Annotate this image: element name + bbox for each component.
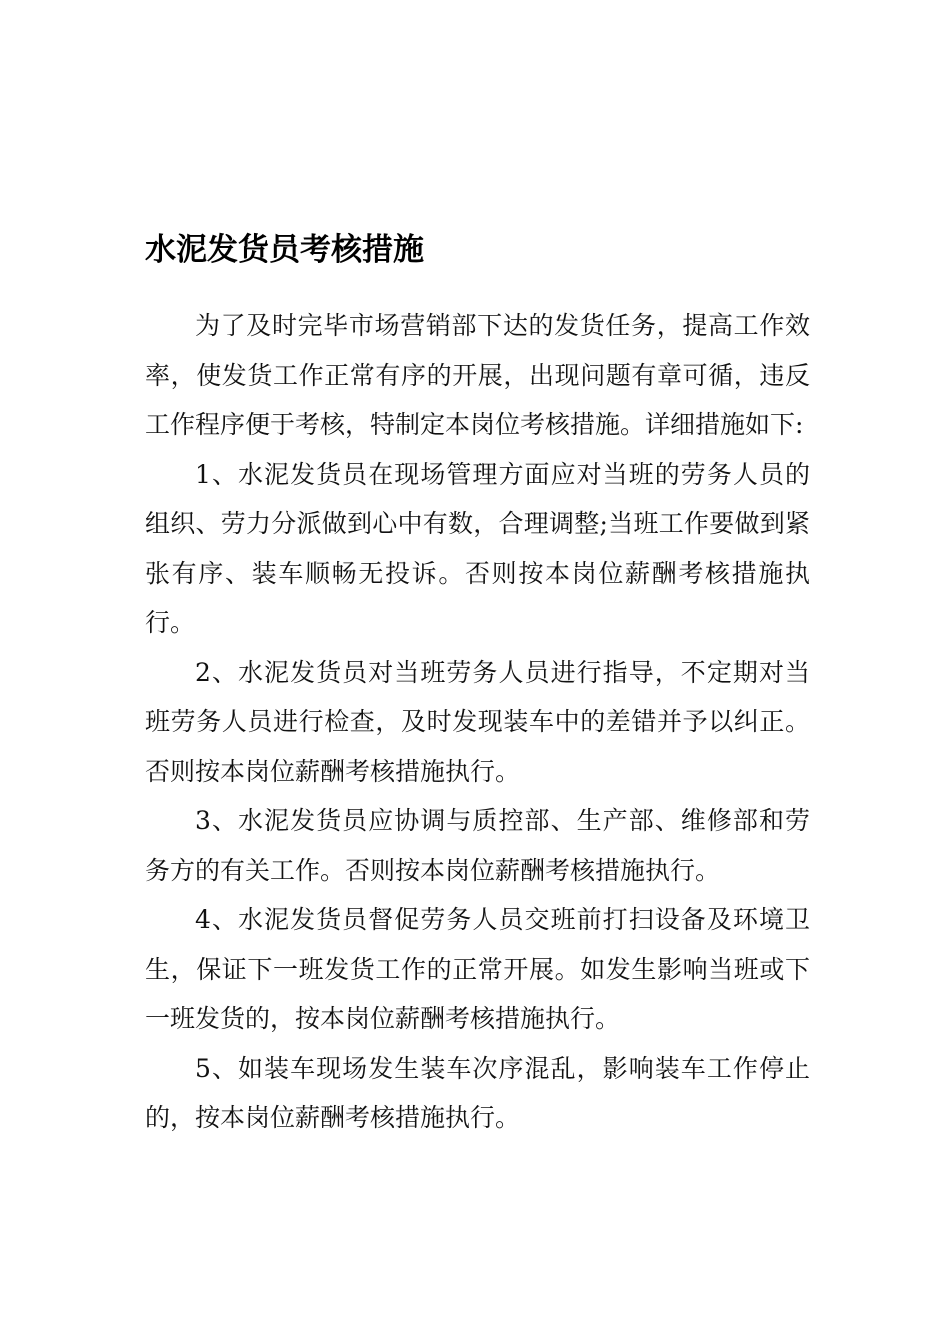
document-body [145, 301, 810, 1143]
paragraph-item-1: 1、水泥发货员在现场管理方面应对当班的劳务人员的组织、劳力分派做到心中有数，合理调整;当班工作要做到紧张有序、装车顺畅无投诉。否则按本岗位薪酬考核措施执行。 [145, 459, 810, 637]
paragraph-item-2: 2、水泥发货员对当班劳务人员进行指导，不定期对当班劳务人员进行检查，及时发现装车中的差错并予以纠正。否则按本岗位薪酬考核措施执行。 [145, 657, 810, 786]
paragraph-item-3: 3、水泥发货员应协调与质控部、生产部、维修部和劳务方的有关工作。否则按本岗位薪酬考核措施执行。 [145, 806, 810, 885]
document-title: 水泥发货员考核措施 [145, 232, 424, 268]
paragraph-item-4: 4、水泥发货员督促劳务人员交班前打扫设备及环境卫生，保证下一班发货工作的正常开展。如发生影响当班或下一班发货的，按本岗位薪酬考核措施执行。 [145, 905, 810, 1033]
paragraph-item-5: 5、如装车现场发生装车次序混乱，影响装车工作停止的，按本岗位薪酬考核措施执行。 [145, 1053, 810, 1132]
paragraph-intro: 为了及时完毕市场营销部下达的发货任务，提高工作效率，使发货工作正常有序的开展，出现问题有章可循，违反工作程序便于考核，特制定本岗位考核措施。详细措施如下: [145, 311, 810, 439]
